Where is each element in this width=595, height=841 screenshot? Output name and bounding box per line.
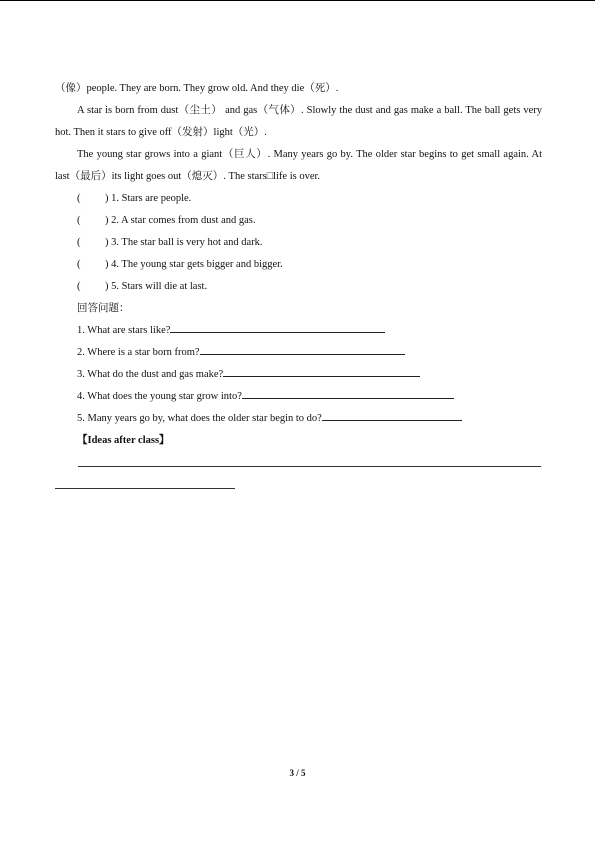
judgement-item-4: ( ) 4. The young star gets bigger and bigger. — [55, 254, 542, 276]
answer-blank[interactable]: ( — [77, 193, 81, 204]
passage-paragraph-3: The young star grows into a giant（巨人）. Many years go by. The older star begins to get small again. At last（最后）its light goes out（熄灭）. The stars□life is over. — [55, 149, 542, 182]
judgement-text: 1. Stars are people. — [111, 193, 192, 204]
judgement-text: 5. Stars will die at last. — [111, 281, 208, 292]
ideas-after-class-heading: 【Ideas after class】 — [77, 435, 170, 446]
answer-questions-heading: 回答问题： — [77, 303, 130, 314]
ideas-writing-line-2[interactable] — [55, 488, 235, 489]
ideas-writing-line-1[interactable] — [78, 466, 541, 467]
answer-blank[interactable]: ( — [77, 215, 81, 226]
answer-line[interactable] — [200, 342, 405, 355]
judgement-text: 4. The young star gets bigger and bigger. — [111, 259, 283, 270]
judgement-item-1: ( ) 1. Stars are people. — [55, 188, 542, 210]
question-1: 1. What are stars like? — [55, 320, 542, 342]
judgement-text: 3. The star ball is very hot and dark. — [111, 237, 263, 248]
worksheet-content — [55, 78, 542, 452]
judgement-item-3: ( ) 3. The star ball is very hot and dark. — [55, 232, 542, 254]
question-5: 5. Many years go by, what does the older star begin to do? — [55, 408, 542, 430]
answer-line[interactable] — [223, 364, 420, 377]
answer-line[interactable] — [322, 408, 462, 421]
judgement-item-2: ( ) 2. A star comes from dust and gas. — [55, 210, 542, 232]
answer-blank[interactable]: ( — [77, 281, 81, 292]
question-2: 2. Where is a star born from? — [55, 342, 542, 364]
judgement-text: 2. A star comes from dust and gas. — [111, 215, 256, 226]
answer-line[interactable] — [170, 320, 385, 333]
question-4: 4. What does the young star grow into? — [55, 386, 542, 408]
answer-blank[interactable]: ( — [77, 259, 81, 270]
judgement-item-5: ( ) 5. Stars will die at last. — [55, 276, 542, 298]
passage-line-1: （像）people. They are born. They grow old. And they die（死）. — [55, 83, 339, 94]
answer-line[interactable] — [242, 386, 454, 399]
passage-paragraph-2: A star is born from dust（尘土） and gas（气体）. Slowly the dust and gas make a ball. The ball gets very hot. Then it stars to give off（发射）light（光）. — [55, 105, 542, 138]
question-3: 3. What do the dust and gas make? — [55, 364, 542, 386]
top-border-rule — [0, 0, 595, 1]
answer-blank[interactable]: ( — [77, 237, 81, 248]
page-number: 3 / 5 — [289, 768, 306, 778]
